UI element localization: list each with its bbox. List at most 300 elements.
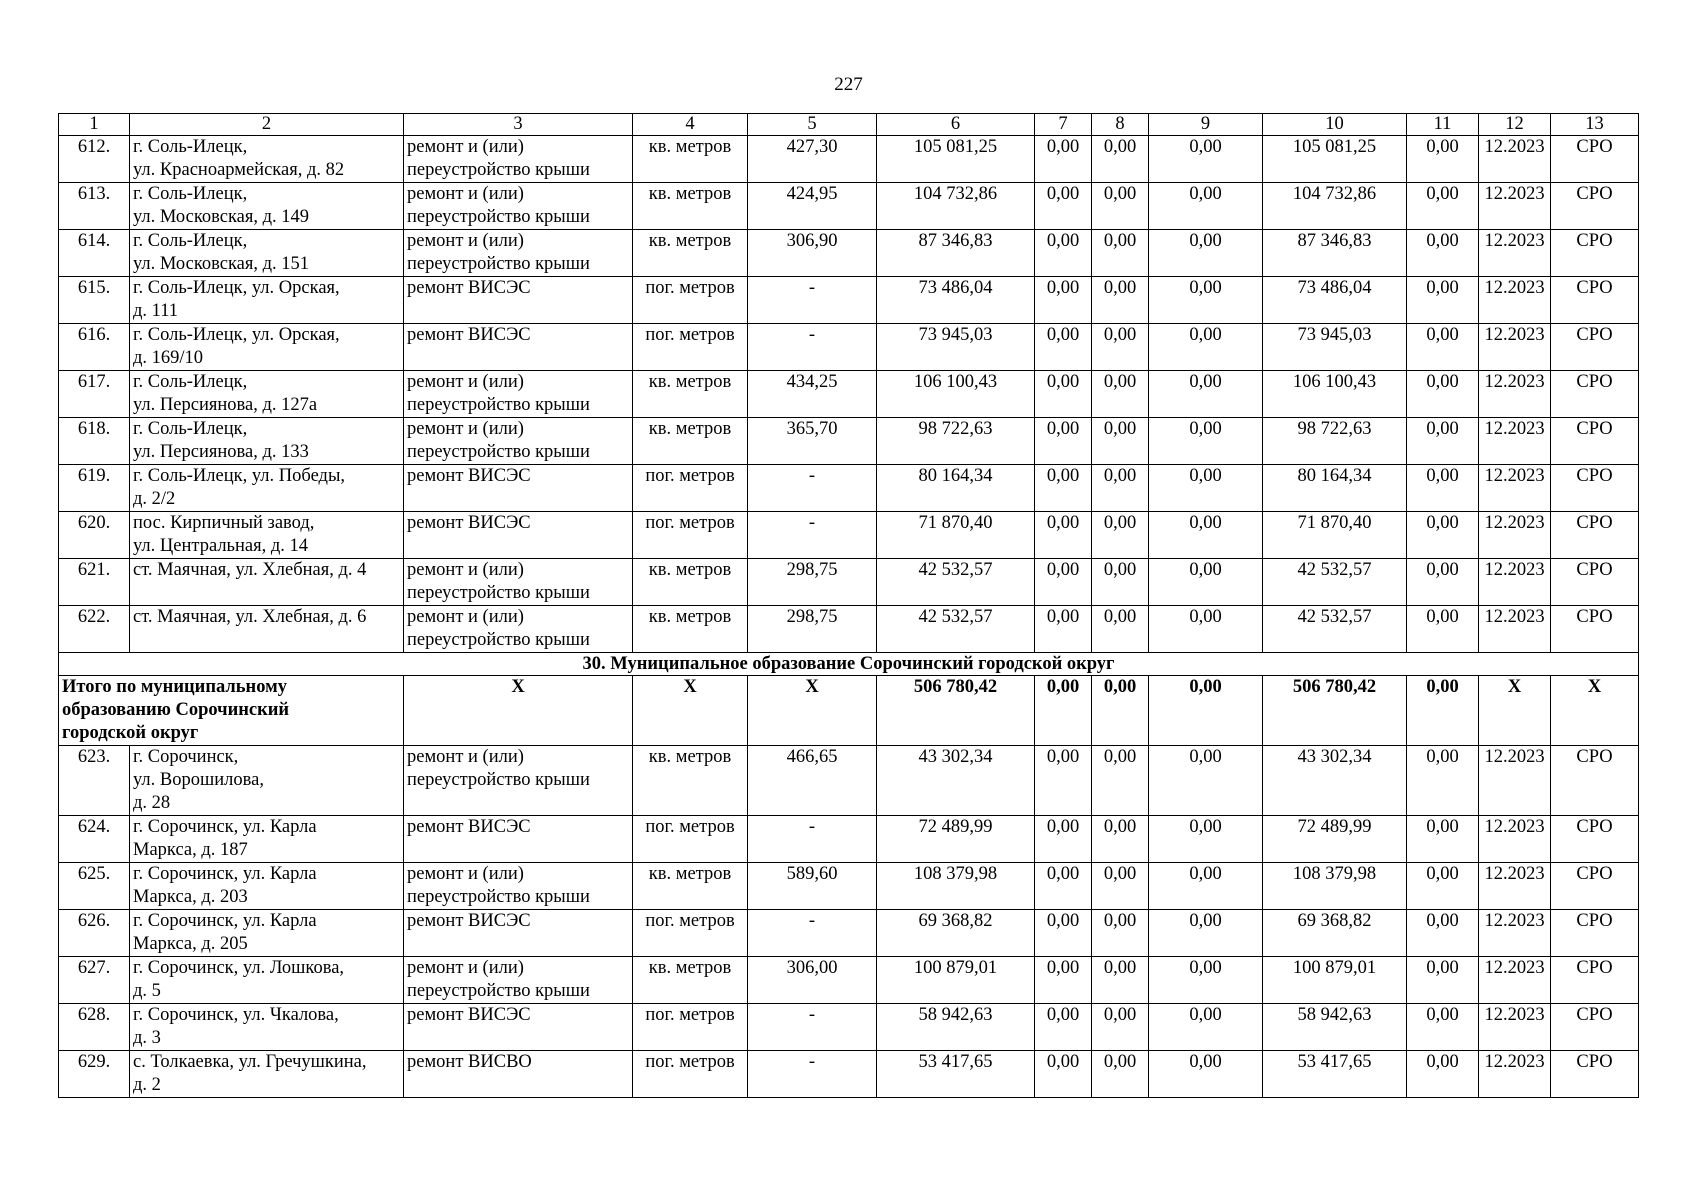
work-type-cell-line: ремонт ВИСЭС [407,911,531,931]
col8-cell: 0,00 [1092,1051,1149,1098]
unit-cell: пог. метров [633,277,748,324]
table-row [59,512,1639,559]
cost-total-cell: 104 732,86 [877,183,1035,230]
volume-cell: - [748,1004,877,1051]
row-number: 613. [59,183,130,230]
address-cell-line: ул. Московская, д. 149 [133,207,310,227]
work-type-cell-line: переустройство крыши [407,583,590,603]
deadline-cell: 12.2023 [1479,816,1551,863]
deadline-cell: 12.2023 [1479,418,1551,465]
col7-cell: 0,00 [1035,957,1092,1004]
col8-cell: 0,00 [1092,324,1149,371]
col11-cell: 0,00 [1407,277,1479,324]
col10-cell: 106 100,43 [1263,371,1407,418]
col11-cell: 0,00 [1407,512,1479,559]
deadline-cell: 12.2023 [1479,910,1551,957]
deadline-cell: 12.2023 [1479,1004,1551,1051]
col8-cell: 0,00 [1092,957,1149,1004]
table-row [59,746,1639,816]
col10-cell: 108 379,98 [1263,863,1407,910]
col10-cell: 43 302,34 [1263,746,1407,816]
cost-total-cell: 71 870,40 [877,512,1035,559]
address-cell-line: г. Соль-Илецк, [133,184,248,204]
col7-cell: 0,00 [1035,606,1092,653]
table-row [59,277,1639,324]
col11-cell: 0,00 [1407,957,1479,1004]
col10-cell: 104 732,86 [1263,183,1407,230]
address-cell-line: д. 111 [133,301,179,321]
col8-cell: 0,00 [1092,230,1149,277]
address-cell-line: ул. Московская, д. 151 [133,254,310,274]
col7-cell: 0,00 [1035,371,1092,418]
address-cell-line: г. Соль-Илецк, [133,231,248,251]
deadline-cell: 12.2023 [1479,863,1551,910]
address-cell-line: г. Сорочинск, [133,747,239,767]
work-type-cell-line: ремонт и (или) [407,560,524,580]
work-type-cell-line: ремонт ВИСЭС [407,278,531,298]
cost-total-cell: 72 489,99 [877,816,1035,863]
col9-cell: 0,00 [1149,512,1263,559]
col7-cell: 0,00 [1035,277,1092,324]
work-type-cell-line [407,839,629,862]
address-cell-line: ул. Персиянова, д. 127а [133,395,318,415]
work-type-cell-line: переустройство крыши [407,254,590,274]
volume-cell: 298,75 [748,606,877,653]
col9-cell: 0,00 [1149,324,1263,371]
deadline-cell: 12.2023 [1479,1051,1551,1098]
col9-cell: 0,00 [1149,606,1263,653]
col8-cell: 0,00 [1092,816,1149,863]
col7-cell: 0,00 [1035,910,1092,957]
unit-cell: кв. метров [633,863,748,910]
column-number-cell: 2 [130,114,404,136]
total-c8-cell: 0,00 [1092,676,1149,746]
col7-cell: 0,00 [1035,863,1092,910]
address-cell-line: Маркса, д. 203 [133,887,248,907]
address-cell-line: ст. Маячная, ул. Хлебная, д. 6 [133,607,367,627]
row-number: 626. [59,910,130,957]
work-type-cell-line: ремонт и (или) [407,372,524,392]
col8-cell: 0,00 [1092,606,1149,653]
row-number: 629. [59,1051,130,1098]
deadline-cell: 12.2023 [1479,183,1551,230]
address-cell-line: ул. Красноармейская, д. 82 [133,160,345,180]
cost-total-cell: 42 532,57 [877,559,1035,606]
table-row [59,863,1639,910]
address-cell-line: д. 28 [133,793,171,813]
address-cell-line: г. Соль-Илецк, ул. Орская, [133,278,340,298]
work-type-cell-line: переустройство крыши [407,395,590,415]
work-type-cell-line: переустройство крыши [407,887,590,907]
col7-cell: 0,00 [1035,746,1092,816]
address-cell [130,371,404,418]
table-row [59,559,1639,606]
total-label-line: Итого по муниципальному [62,677,287,697]
col11-cell: 0,00 [1407,418,1479,465]
table-row [59,606,1639,653]
total-label [59,676,404,746]
total-c7-cell: 0,00 [1035,676,1092,746]
page-number: 227 [834,74,863,95]
col9-cell: 0,00 [1149,418,1263,465]
work-type-cell-line: ремонт и (или) [407,419,524,439]
cost-total-cell: 43 302,34 [877,746,1035,816]
column-number-cell: 1 [59,114,130,136]
col7-cell: 0,00 [1035,512,1092,559]
volume-cell: 434,25 [748,371,877,418]
col11-cell: 0,00 [1407,606,1479,653]
cost-total-cell: 42 532,57 [877,606,1035,653]
work-type-cell-line: переустройство крыши [407,770,590,790]
work-type-cell [404,559,633,606]
table-row [59,1004,1639,1051]
row-number: 612. [59,136,130,183]
work-type-cell [404,910,633,957]
cost-total-cell: 80 164,34 [877,465,1035,512]
repair-schedule-table [58,113,1639,1098]
total-c9-cell: 0,00 [1149,676,1263,746]
unit-cell: кв. метров [633,957,748,1004]
work-type-cell-line: ремонт и (или) [407,864,524,884]
col9-cell: 0,00 [1149,1004,1263,1051]
work-type-cell-line [407,347,629,370]
work-type-cell-line [407,792,629,815]
col11-cell: 0,00 [1407,910,1479,957]
executor-cell: СРО [1551,606,1639,653]
executor-cell: СРО [1551,863,1639,910]
col8-cell: 0,00 [1092,910,1149,957]
col9-cell: 0,00 [1149,136,1263,183]
col9-cell: 0,00 [1149,183,1263,230]
unit-cell: кв. метров [633,559,748,606]
work-type-cell-line: ремонт и (или) [407,184,524,204]
col7-cell: 0,00 [1035,1051,1092,1098]
col11-cell: 0,00 [1407,863,1479,910]
executor-cell: СРО [1551,230,1639,277]
total-c12-cell: Х [1479,676,1551,746]
table-row [59,816,1639,863]
column-number-cell: 3 [404,114,633,136]
col11-cell: 0,00 [1407,183,1479,230]
column-number-cell: 12 [1479,114,1551,136]
address-cell-line: г. Соль-Илецк, [133,419,248,439]
col7-cell: 0,00 [1035,324,1092,371]
work-type-cell-line: переустройство крыши [407,160,590,180]
work-type-cell [404,136,633,183]
work-type-cell [404,1004,633,1051]
address-cell-line: Маркса, д. 205 [133,934,248,954]
address-cell [130,512,404,559]
work-type-cell-line: переустройство крыши [407,630,590,650]
executor-cell: СРО [1551,957,1639,1004]
table-row [59,230,1639,277]
volume-cell: 589,60 [748,863,877,910]
work-type-cell-line: ремонт ВИСЭС [407,817,531,837]
deadline-cell: 12.2023 [1479,559,1551,606]
table-row [59,136,1639,183]
col8-cell: 0,00 [1092,136,1149,183]
row-number: 618. [59,418,130,465]
col7-cell: 0,00 [1035,465,1092,512]
work-type-cell-line: переустройство крыши [407,981,590,1001]
col7-cell: 0,00 [1035,136,1092,183]
col9-cell: 0,00 [1149,910,1263,957]
col10-cell: 100 879,01 [1263,957,1407,1004]
address-cell-line [133,629,400,652]
address-cell [130,746,404,816]
cost-total-cell: 105 081,25 [877,136,1035,183]
volume-cell: 365,70 [748,418,877,465]
row-number: 620. [59,512,130,559]
address-cell [130,957,404,1004]
row-number: 624. [59,816,130,863]
address-cell [130,1004,404,1051]
work-type-cell [404,465,633,512]
work-type-cell-line [407,535,629,558]
work-type-cell-line: ремонт и (или) [407,137,524,157]
total-c3-cell: Х [404,676,633,746]
col11-cell: 0,00 [1407,816,1479,863]
volume-cell: 306,00 [748,957,877,1004]
total-c10-cell: 506 780,42 [1263,676,1407,746]
work-type-cell-line: ремонт ВИСЭС [407,1005,531,1025]
unit-cell: пог. метров [633,1004,748,1051]
address-cell-line: ул. Центральная, д. 14 [133,536,309,556]
work-type-cell [404,183,633,230]
col8-cell: 0,00 [1092,559,1149,606]
col11-cell: 0,00 [1407,1004,1479,1051]
row-number: 621. [59,559,130,606]
total-row [59,676,1639,746]
work-type-cell [404,816,633,863]
executor-cell: СРО [1551,136,1639,183]
address-cell-line: г. Сорочинск, ул. Лошкова, [133,958,345,978]
address-cell-line [133,582,400,605]
address-cell [130,324,404,371]
unit-cell: пог. метров [633,910,748,957]
unit-cell: пог. метров [633,1051,748,1098]
row-number: 623. [59,746,130,816]
address-cell [130,910,404,957]
deadline-cell: 12.2023 [1479,230,1551,277]
address-cell [130,418,404,465]
cost-total-cell: 98 722,63 [877,418,1035,465]
executor-cell: СРО [1551,746,1639,816]
volume-cell: - [748,324,877,371]
executor-cell: СРО [1551,1051,1639,1098]
total-c5-cell: Х [748,676,877,746]
column-number-cell: 5 [748,114,877,136]
volume-cell: - [748,277,877,324]
deadline-cell: 12.2023 [1479,371,1551,418]
col7-cell: 0,00 [1035,1004,1092,1051]
unit-cell: кв. метров [633,230,748,277]
col10-cell: 42 532,57 [1263,559,1407,606]
col8-cell: 0,00 [1092,512,1149,559]
column-number-cell: 7 [1035,114,1092,136]
table-row [59,465,1639,512]
work-type-cell [404,863,633,910]
table-row [59,324,1639,371]
volume-cell: - [748,816,877,863]
col10-cell: 53 417,65 [1263,1051,1407,1098]
col7-cell: 0,00 [1035,559,1092,606]
volume-cell: 424,95 [748,183,877,230]
deadline-cell: 12.2023 [1479,136,1551,183]
column-number-cell: 9 [1149,114,1263,136]
row-number: 616. [59,324,130,371]
address-cell [130,816,404,863]
address-cell [130,230,404,277]
work-type-cell [404,418,633,465]
col9-cell: 0,00 [1149,230,1263,277]
col8-cell: 0,00 [1092,863,1149,910]
col9-cell: 0,00 [1149,559,1263,606]
col9-cell: 0,00 [1149,957,1263,1004]
col10-cell: 72 489,99 [1263,816,1407,863]
work-type-cell-line: ремонт ВИСВО [407,1052,532,1072]
work-type-cell [404,1051,633,1098]
col8-cell: 0,00 [1092,371,1149,418]
address-cell-line: д. 5 [133,981,161,1001]
work-type-cell-line: ремонт и (или) [407,607,524,627]
col10-cell: 58 942,63 [1263,1004,1407,1051]
total-c4-cell: Х [633,676,748,746]
address-cell-line: ст. Маячная, ул. Хлебная, д. 4 [133,560,367,580]
col11-cell: 0,00 [1407,230,1479,277]
address-cell [130,559,404,606]
volume-cell: - [748,465,877,512]
executor-cell: СРО [1551,371,1639,418]
col9-cell: 0,00 [1149,816,1263,863]
col11-cell: 0,00 [1407,1051,1479,1098]
row-number: 614. [59,230,130,277]
col8-cell: 0,00 [1092,183,1149,230]
col11-cell: 0,00 [1407,746,1479,816]
col10-cell: 73 486,04 [1263,277,1407,324]
executor-cell: СРО [1551,465,1639,512]
col8-cell: 0,00 [1092,746,1149,816]
column-number-cell: 8 [1092,114,1149,136]
col11-cell: 0,00 [1407,324,1479,371]
row-number: 615. [59,277,130,324]
unit-cell: кв. метров [633,606,748,653]
address-cell-line: ул. Ворошилова, [133,770,264,790]
col7-cell: 0,00 [1035,230,1092,277]
work-type-cell-line [407,488,629,511]
volume-cell: - [748,910,877,957]
work-type-cell-line: ремонт и (или) [407,231,524,251]
address-cell-line: г. Сорочинск, ул. Карла [133,817,317,837]
unit-cell: кв. метров [633,746,748,816]
column-number-cell: 6 [877,114,1035,136]
unit-cell: кв. метров [633,418,748,465]
col9-cell: 0,00 [1149,371,1263,418]
col9-cell: 0,00 [1149,746,1263,816]
address-cell [130,183,404,230]
table-row [59,957,1639,1004]
total-c6-cell: 506 780,42 [877,676,1035,746]
col7-cell: 0,00 [1035,418,1092,465]
cost-total-cell: 108 379,98 [877,863,1035,910]
volume-cell: 466,65 [748,746,877,816]
executor-cell: СРО [1551,277,1639,324]
col8-cell: 0,00 [1092,1004,1149,1051]
col8-cell: 0,00 [1092,465,1149,512]
work-type-cell-line: ремонт ВИСЭС [407,513,531,533]
unit-cell: пог. метров [633,816,748,863]
work-type-cell-line: ремонт ВИСЭС [407,466,531,486]
cost-total-cell: 100 879,01 [877,957,1035,1004]
cost-total-cell: 73 486,04 [877,277,1035,324]
col10-cell: 69 368,82 [1263,910,1407,957]
cost-total-cell: 58 942,63 [877,1004,1035,1051]
column-number-cell: 11 [1407,114,1479,136]
address-cell-line: г. Соль-Илецк, [133,372,248,392]
deadline-cell: 12.2023 [1479,606,1551,653]
address-cell-line: г. Сорочинск, ул. Карла [133,911,317,931]
executor-cell: СРО [1551,183,1639,230]
work-type-cell [404,957,633,1004]
address-cell [130,863,404,910]
work-type-cell-line: переустройство крыши [407,207,590,227]
work-type-cell-line [407,933,629,956]
table-row [59,1051,1639,1098]
unit-cell: пог. метров [633,512,748,559]
col10-cell: 42 532,57 [1263,606,1407,653]
work-type-cell-line [407,1027,629,1050]
address-cell-line: г. Соль-Илецк, ул. Орская, [133,325,340,345]
address-cell [130,1051,404,1098]
address-cell-line: д. 169/10 [133,348,204,368]
col9-cell: 0,00 [1149,863,1263,910]
address-cell-line: с. Толкаевка, ул. Гречушкина, [133,1052,367,1072]
col9-cell: 0,00 [1149,1051,1263,1098]
address-cell [130,606,404,653]
col7-cell: 0,00 [1035,183,1092,230]
table-row [59,910,1639,957]
col11-cell: 0,00 [1407,371,1479,418]
row-number: 627. [59,957,130,1004]
work-type-cell [404,324,633,371]
executor-cell: СРО [1551,910,1639,957]
executor-cell: СРО [1551,512,1639,559]
deadline-cell: 12.2023 [1479,465,1551,512]
volume-cell: 298,75 [748,559,877,606]
work-type-cell [404,606,633,653]
row-number: 619. [59,465,130,512]
column-number-row [59,114,1639,136]
total-label-line: образованию Сорочинский [62,700,290,720]
row-number: 617. [59,371,130,418]
work-type-cell-line: переустройство крыши [407,442,590,462]
cost-total-cell: 53 417,65 [877,1051,1035,1098]
address-cell-line: ул. Персиянова, д. 133 [133,442,309,462]
work-type-cell-line: ремонт и (или) [407,747,524,767]
work-type-cell-line [407,1074,629,1097]
unit-cell: пог. метров [633,465,748,512]
table-row [59,183,1639,230]
unit-cell: кв. метров [633,183,748,230]
total-c13-cell: Х [1551,676,1639,746]
volume-cell: 427,30 [748,136,877,183]
col10-cell: 105 081,25 [1263,136,1407,183]
deadline-cell: 12.2023 [1479,277,1551,324]
row-number: 628. [59,1004,130,1051]
address-cell-line: г. Соль-Илецк, [133,137,248,157]
address-cell-line: д. 2/2 [133,489,176,509]
col10-cell: 71 870,40 [1263,512,1407,559]
